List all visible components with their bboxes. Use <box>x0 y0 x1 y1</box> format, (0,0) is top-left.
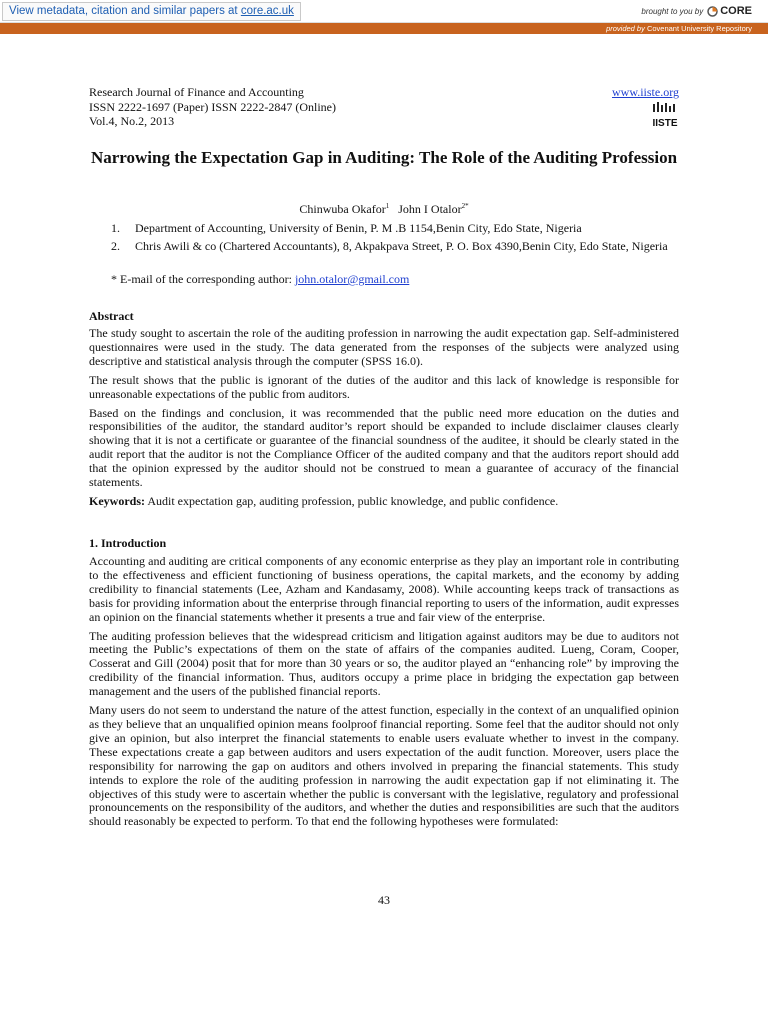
intro-paragraph: Accounting and auditing are critical components of any economic enterprise as they play an important role in contributing to the effectiveness and efficient functioning of business operations, the capital markets, and the economy by adding credibility to financial statements (Lee, Azham and Kandasamy, 2008). While accounting keeps track of transactions as basis for providing information about the enterprise through financial reporting to users of the information, audit expresses an opinion on the financial statements whether it presents a true and fair view of the enterprise. <box>89 554 679 624</box>
affiliation-text: Department of Accounting, University of Benin, P. M .B 1154,Benin City, Edo State, Nigeria <box>135 221 582 235</box>
paper-title: Narrowing the Expectation Gap in Auditing: The Role of the Auditing Profession <box>90 148 678 167</box>
author-2-affil: 2* <box>461 202 469 210</box>
brought-to-you-by <box>641 5 752 17</box>
provided-source: Covenant University Repository <box>646 24 752 33</box>
affiliation-text: Chris Awili & co (Chartered Accountants), 8, Akpakpava Street, P. O. Box 4390,Benin City, Edo State, Nigeria <box>135 239 668 253</box>
journal-issn: ISSN 2222-1697 (Paper) ISSN 2222-2847 (Online) <box>89 99 336 114</box>
intro-paragraph: The auditing profession believes that the widespread criticism and litigation against auditors may be due to auditors not meeting the Public’s expectations of them on the state of affairs of the companies audited. Lueng, Coram, Cooper, Cosserat and Gill (2004) posit that for more than 30 years or so, the auditor played an “enhancing role” by improving the credibility of the financial information. Thus, auditors occupy a prime place in bridging the expectation gap between management and the users of the published financial reports. <box>89 628 679 699</box>
abstract-paragraph: The result shows that the public is ignorant of the duties of the auditor and this lack of knowledge is responsible for unreasonable expectations of the public from auditors. <box>89 372 679 401</box>
brought-by-text: brought to you by <box>641 6 704 16</box>
core-logo-icon <box>707 6 718 17</box>
journal-header <box>89 85 679 129</box>
page-number: 43 <box>378 893 390 907</box>
core-logo-text: CORE <box>720 5 752 17</box>
affiliation-2 <box>89 239 679 254</box>
abstract-paragraph: The study sought to ascertain the role of the auditing profession in narrowing the audit expectation gap. Self-administered questionnaires were used in the study. The data generated from the responses of the subjects were analyzed using descriptive and statistical analysis through the computer (SPSS 16.0). <box>89 326 679 368</box>
corresponding-email <box>111 272 409 287</box>
author-line <box>89 202 679 217</box>
affiliation-number: 2. <box>111 239 120 253</box>
abstract-paragraph: Based on the findings and conclusion, it was recommended that the public need more education on the duties and responsibilities of the auditor, the standard auditor’s report should be expanded to include disclaimer clauses clearly showing that it is not a certificate or guarantee of the financial soundness of the auditee, it should be clearly stated in the audit report that the auditor is not the Compliance Officer of the audited company and that the auditors report should add that the opinion expressed by the auditor should not be construed to mean a guarantee of accuracy of the financial statements. <box>89 405 679 490</box>
core-metadata-link[interactable] <box>2 2 301 21</box>
core-logo[interactable] <box>707 5 752 17</box>
introduction-body <box>89 555 679 834</box>
author-2: John I Otalor <box>398 202 462 216</box>
metadata-prefix: View metadata, citation and similar papers at <box>9 5 238 17</box>
email-label: * E-mail of the corresponding author: <box>111 272 292 286</box>
affiliation-number: 1. <box>111 221 120 235</box>
author-1-affil: 1 <box>385 202 390 210</box>
abstract-heading: Abstract <box>89 309 134 323</box>
provided-by-bar <box>0 23 768 34</box>
iiste-logo-text: IISTE <box>652 118 678 128</box>
journal-name: Research Journal of Finance and Accounting <box>89 85 304 99</box>
core-banner <box>0 0 768 23</box>
journal-volume: Vol.4, No.2, 2013 <box>89 114 175 128</box>
keywords-line <box>89 495 679 509</box>
journal-url-link[interactable]: www.iiste.org <box>612 85 679 99</box>
provided-by-text <box>606 23 752 34</box>
affiliation-1 <box>89 221 679 236</box>
email-link[interactable]: john.otalor@gmail.com <box>294 272 410 286</box>
author-1: Chinwuba Okafor <box>299 202 386 216</box>
keywords-text: Audit expectation gap, auditing profession, public knowledge, and public confidence. <box>147 493 559 508</box>
provided-prefix: provided by <box>606 24 645 33</box>
abstract-body <box>89 327 679 514</box>
intro-paragraph: Many users do not seem to understand the nature of the attest function, especially in the context of an unqualified opinion as they believe that an unqualified opinion means foolproof financial reporting. Some feel that the auditor should not only give an opinion, but also interpret the financial statements to enable users evaluate whether to invest in the company. These expectations create a gap between auditors and users expectation of the audit function. Moreover, users place the responsibility for narrowing the gap on auditors and others involved in preparing the financial statements. This study intends to explore the role of the auditing profession in narrowing the audit expectation gap if not eliminating it. The objectives of this study were to ascertain whether the public is conversant with the legislative, regulatory and professional pronouncements on the responsibility of the auditors, and whether the duties and responsibilities are such that the auditors should reasonably be expected to perform. To that end the following hypotheses were formulated: <box>89 703 679 829</box>
core-ac-uk-link[interactable]: core.ac.uk <box>240 5 294 17</box>
introduction-heading: 1. Introduction <box>89 536 167 550</box>
iiste-logo <box>651 102 679 128</box>
keywords-label: Keywords: <box>89 493 145 508</box>
